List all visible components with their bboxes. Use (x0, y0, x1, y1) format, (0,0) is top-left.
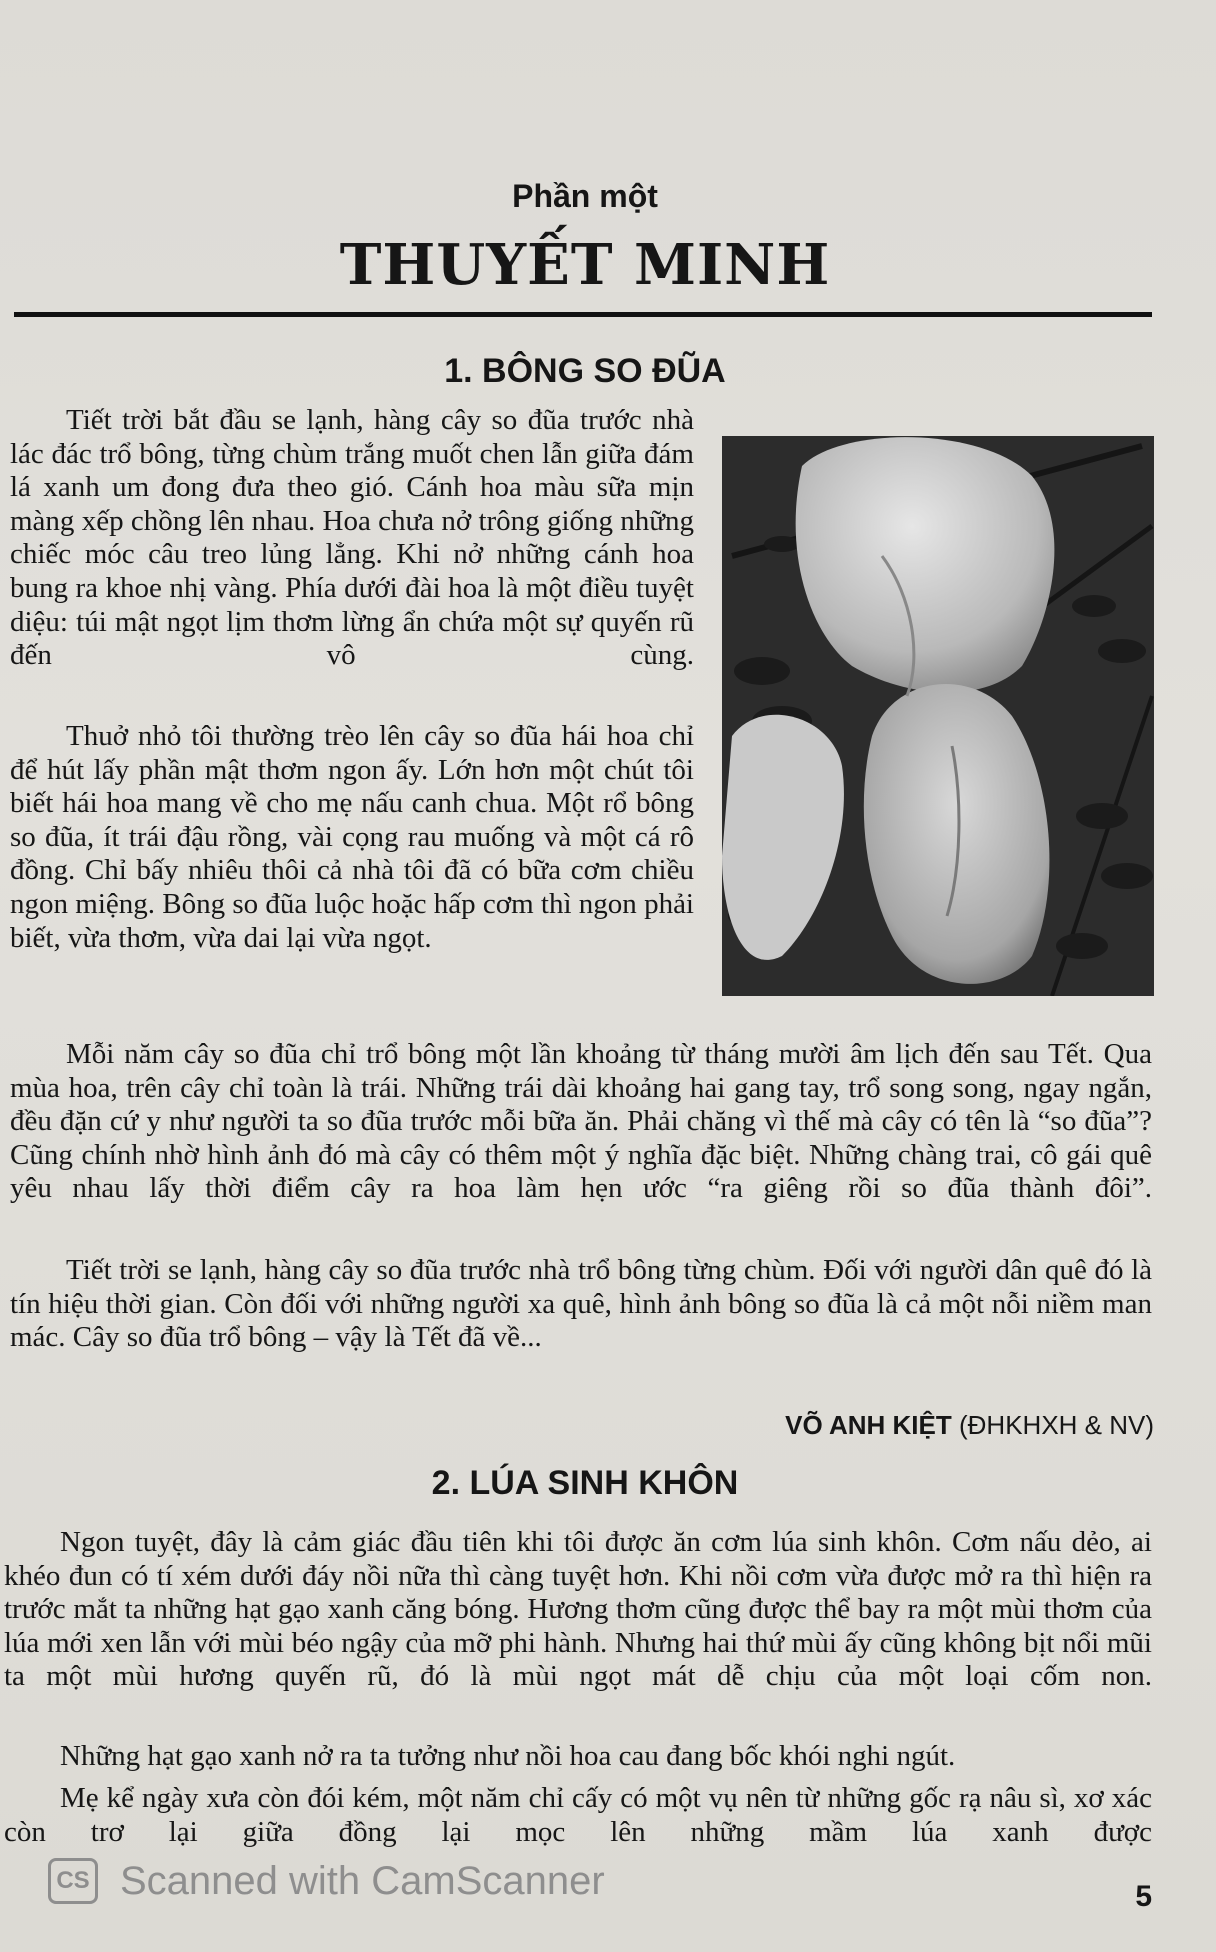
camscanner-logo-icon: CS (48, 1858, 98, 1904)
section-1-paragraph-4: Tiết trời se lạnh, hàng cây so đũa trước nhà trổ bông từng chùm. Đối với người dân quê đó là tín hiệu thời gian. Còn đối với những người xa quê, hình ảnh bông so đũa là cả một nỗi niềm man mác. Cây so đũa trổ bông – vậy là Tết đã về... (10, 1254, 1152, 1354)
author-credit (785, 1410, 1154, 1441)
so-dua-flower-image (722, 436, 1154, 996)
author-name: VÕ ANH KIỆT (785, 1410, 952, 1440)
title-divider (14, 312, 1152, 317)
author-affiliation: (ĐHKHXH & NV) (958, 1410, 1154, 1440)
section-1-paragraph-2: Thuở nhỏ tôi thường trèo lên cây so đũa hái hoa chỉ để hút lấy phần mật thơm ngon ấy. Lớn hơn một chút tôi biết hái hoa mang về cho mẹ nấu canh chua. Một rổ bông so đũa, ít trái đậu rồng, vài cọng rau muống và một cá rô đồng. Chỉ bấy nhiêu thôi cả nhà tôi đã có bữa cơm chiều ngon miệng. Bông so đũa luộc hoặc hấp cơm thì ngon phải biết, vừa thơm, vừa dai lại vừa ngọt. (10, 720, 694, 954)
part-title: THUYẾT MINH (339, 232, 831, 298)
section-2-paragraph-1: Ngon tuyệt, đây là cảm giác đầu tiên khi tôi được ăn cơm lúa sinh khôn. Cơm nấu dẻo, ai khéo đun có tí xém dưới đáy nồi nữa thì càng tuyệt hơn. Khi nồi cơm vừa được mở ra thì hiện ra trước mắt ta những hạt gạo xanh căng bóng. Hương thơm cũng được thể bay ra một mùi thơm của lúa mới xen lẫn với mùi béo ngậy của mỡ phi hành. Nhưng hai thứ mùi ấy cũng không bịt nổi mũi ta một mùi hương quyến rũ, đó là mùi ngọt mát dễ chịu của một loại cốm non. (4, 1526, 1152, 1693)
flower-photo (722, 436, 1154, 996)
section-1-paragraph-1: Tiết trời bắt đầu se lạnh, hàng cây so đũa trước nhà lác đác trổ bông, từng chùm trắng muốt chen lẫn giữa đám lá xanh um đong đưa theo gió. Cánh hoa màu sữa mịn màng xếp chồng lên nhau. Hoa chưa nở trông giống những chiếc móc câu treo lủng lẳng. Khi nở những cánh hoa bung ra khoe nhị vàng. Phía dưới đài hoa là một điều tuyệt diệu: túi mật ngọt lịm thơm lừng ẩn chứa một sự quyến rũ đến vô cùng. (10, 404, 694, 672)
section-1-heading: 1. BÔNG SO ĐŨA (444, 352, 726, 390)
section-2-heading: 2. LÚA SINH KHÔN (431, 1464, 739, 1502)
section-1-paragraph-3: Mỗi năm cây so đũa chỉ trổ bông một lần khoảng từ tháng mười âm lịch đến sau Tết. Qua mùa hoa, trên cây chỉ toàn là trái. Những trái dài khoảng hai gang tay, trổ song song, ngay ngắn, đều đặn cứ y như người ta so đũa trước mỗi bữa ăn. Phải chăng vì thế mà cây có tên là “so đũa”? Cũng chính nhờ hình ảnh đó mà cây có thêm một ý nghĩa đặc biệt. Những chàng trai, cô gái quê yêu nhau lấy thời điểm cây ra hoa làm hẹn ước “ra giêng rồi so đũa thành đôi”. (10, 1038, 1152, 1205)
page-number: 5 (1135, 1880, 1152, 1913)
part-label: Phần một (512, 178, 658, 214)
section-2-paragraph-2: Những hạt gạo xanh nở ra ta tưởng như nồi hoa cau đang bốc khói nghi ngút. (60, 1740, 956, 1772)
watermark-text: Scanned with CamScanner (120, 1858, 605, 1903)
section-2-paragraph-3: Mẹ kể ngày xưa còn đói kém, một năm chỉ cấy có một vụ nên từ những gốc rạ nâu sì, xơ xác còn trơ lại giữa đồng lại mọc lên những mầm lúa xanh được (4, 1782, 1152, 1848)
scanner-watermark (48, 1858, 605, 1904)
